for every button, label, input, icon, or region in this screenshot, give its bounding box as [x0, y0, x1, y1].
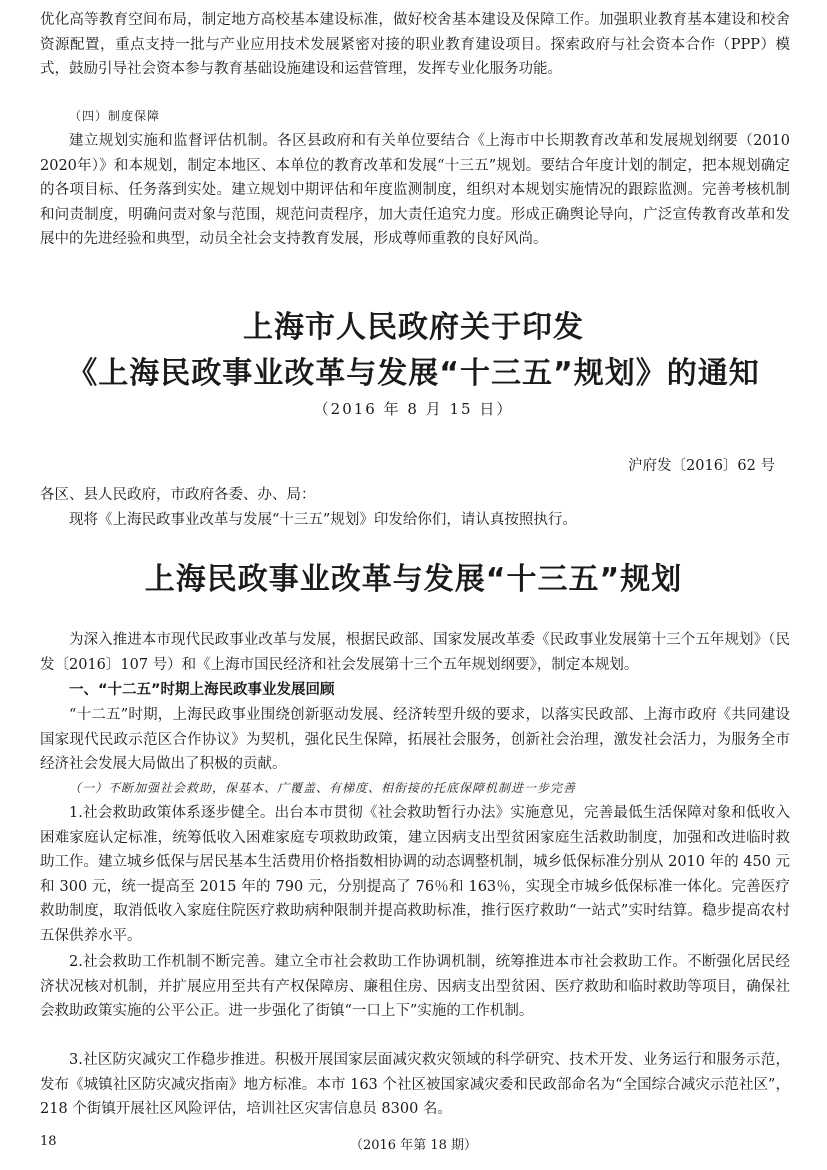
notice-title-line-2: 《上海民政事业改革与发展“十三五”规划》的通知	[67, 356, 760, 391]
subsection-1-heading: （一）不断加强社会救助，保基本、广覆盖、有梯度、相衔接的托底保障机制进一步完善	[69, 781, 577, 795]
section-1-heading: 一、“十二五”时期上海民政事业发展回顾	[69, 682, 335, 698]
top-paragraph-2: 建立规划实施和监督评估机制。各区县政府和有关单位要结合《上海市中长期教育改革和发展规划纲要（2010 2020年）》和本规划，制定本地区、本单位的教育改革和发展“十三五”规划。要结合年度计划的制定，把本规划确定的各项目标、任务落到实处。建立规划中期评估和年度监测制度，组织对本规划实施情况的跟踪监测。完善考核机制和问责制度，明确问责对象与范围，规范问责程序，加大责任追究力度。形成正确舆论导向，广泛宣传教育改革和发展中的先进经验和典型，动员全社会支持教育发展，形成尊师重教的良好风尚。	[40, 133, 805, 247]
notice-date: （2016 年 8 月 15 日）	[313, 400, 514, 418]
item-3-disaster-prevention: 3.社区防灾减灾工作稳步推进。积极开展国家层面减灾救灾领域的科学研究、技术开发、业务运行和服务示范，发布《城镇社区防灾减灾指南》地方标准。本市 163 个社区被国家减灾委和民政部命名为“全国综合减灾示范社区”，218 个街镇开展社区风险评估，培训社区灾害信息员 8300 名。	[40, 1052, 790, 1117]
notice-title-line-1: 上海市人民政府关于印发	[243, 310, 584, 345]
item-2-social-assistance-mechanism: 2.社会救助工作机制不断完善。建立全市社会救助工作协调机制，统筹推进本市社会救助工作。不断强化居民经济状况核对机制，并扩展应用至共有产权保障房、廉租住房、因病支出型贫困、医疗救助和临时救助等项目，确保社会救助政策实施的公平公正。进一步强化了街镇“一口上下”实施的工作机制。	[40, 954, 790, 1019]
top-paragraph-1: 优化高等教育空间布局，制定地方高校基本建设标准，做好校舍基本建设及保障工作。加强职业教育基本建设和校舍资源配置，重点支持一批与产业应用技术发展紧密对接的职业教育建设项目。探索政府与社会资本合作（PPP）模式，鼓励引导社会资本参与教育基础设施建设和运营管理，发挥专业化服务功能。	[40, 12, 790, 77]
section-subheading-institutional-guarantee: （四）制度保障	[69, 109, 161, 123]
page-number: 18	[40, 1134, 57, 1149]
item-1-social-assistance-policy: 1.社会救助政策体系逐步健全。出台本市贯彻《社会救助暂行办法》实施意见，完善最低生活保障对象和低收入困难家庭认定标准，统筹低收入困难家庭专项救助政策，建立因病支出型贫困家庭生活救助制度，加强和改进临时救助工作。建立城乡低保与居民基本生活费用价格指数相协调的动态调整机制，城乡低保标准分别从 2010 年的 450 元和 300 元，统一提高至 2015 年的 790 元，分别提高了 76％和 163％，实现全市城乡低保标准一体化。完善医疗救助制度，取消低收入家庭住院医疗救助病种限制并提高救助标准，推行医疗救助“一站式”实时结算。稳步提高农村五保供养水平。	[40, 805, 791, 944]
notice-addressee: 各区、县人民政府，市政府各委、办、局：	[40, 487, 316, 503]
document-number: 沪府发〔2016〕62 号	[628, 458, 775, 474]
plan-title: 上海民政事业改革与发展“十三五”规划	[144, 562, 683, 597]
plan-intro: 为深入推进本市现代民政事业改革与发展，根据民政部、国家发展改革委《民政事业发展第十三个五年规划》（民发〔2016〕107 号）和《上海市国民经济和社会发展第十三个五年规划纲要》，制定本规划。	[40, 632, 790, 673]
issue-label: （2016 年第 18 期）	[349, 1138, 478, 1153]
notice-body: 现将《上海民政事业改革与发展“十三五”规划》印发给你们，请认真按照执行。	[69, 512, 577, 528]
section-1-paragraph: “十二五”时期，上海民政事业围绕创新驱动发展、经济转型升级的要求，以落实民政部、上海市政府《共同建设国家现代民政示范区合作协议》为契机，强化民生保障，拓展社会服务，创新社会治理，激发社会活力，为服务全市经济社会发展大局做出了积极的贡献。	[40, 707, 790, 772]
